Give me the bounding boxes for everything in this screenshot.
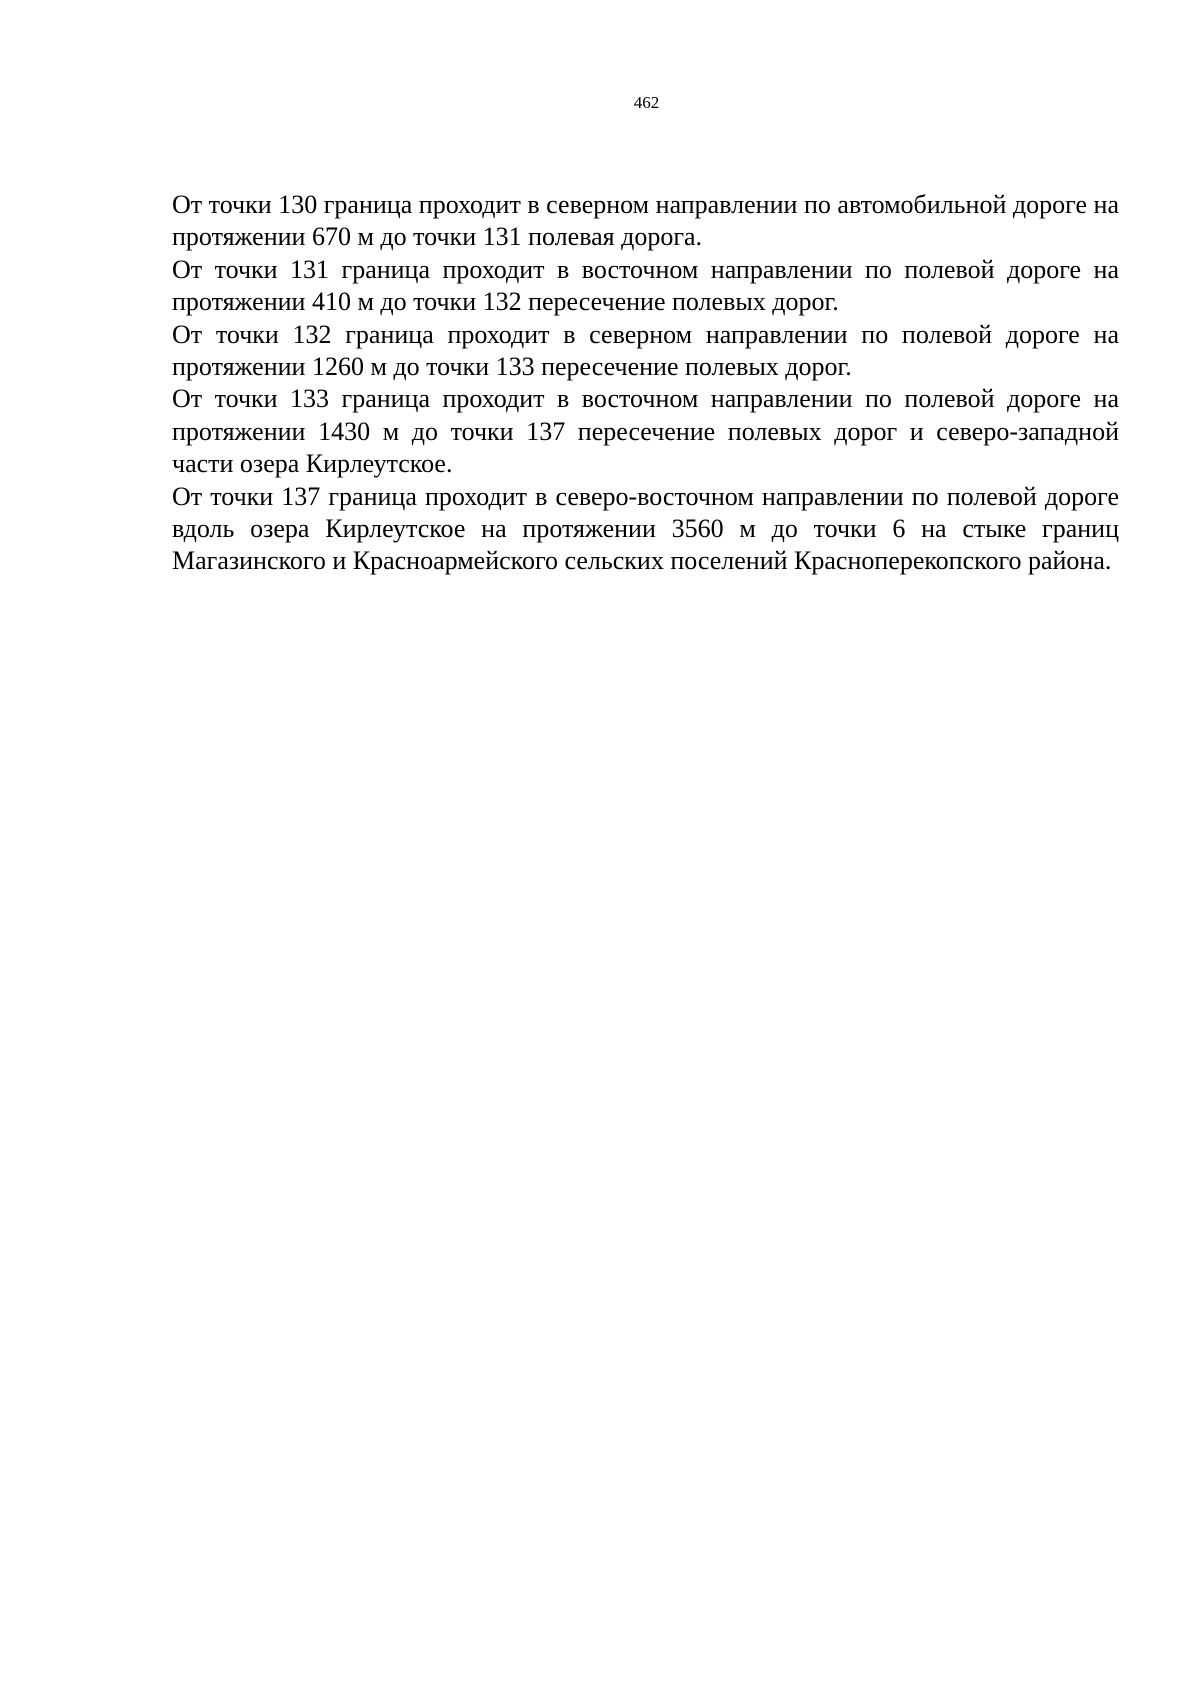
paragraph-point-131: От точки 131 граница проходит в восточном направлении по полевой дороге на протяжении 410 м до точки 132 пересечение полевых дорог. <box>172 254 1119 317</box>
paragraph-point-130: От точки 130 граница проходит в северном направлении по автомобильной дороге на протяжении 670 м до точки 131 полевая дорога. <box>172 190 1119 252</box>
document-body <box>172 189 1119 578</box>
page-number: 462 <box>633 93 660 112</box>
paragraph-point-133: От точки 133 граница проходит в восточном направлении по полевой дороге на протяжении 1430 м до точки 137 пересечение полевых дорог и северо-западной части озера Кирлеутское. <box>172 384 1119 479</box>
paragraph-point-132: От точки 132 граница проходит в северном направлении по полевой дороге на протяжении 1260 м до точки 133 пересечение полевых дорог. <box>172 319 1119 382</box>
page-number-container <box>0 93 1200 113</box>
paragraph-point-137: От точки 137 граница проходит в северо-восточном направлении по полевой дороге вдоль озера Кирлеутское на протяжении 3560 м до точки 6 на стыке границ Магазинского и Красноармейского сельских поселений Красноперекопского района. <box>172 481 1119 576</box>
